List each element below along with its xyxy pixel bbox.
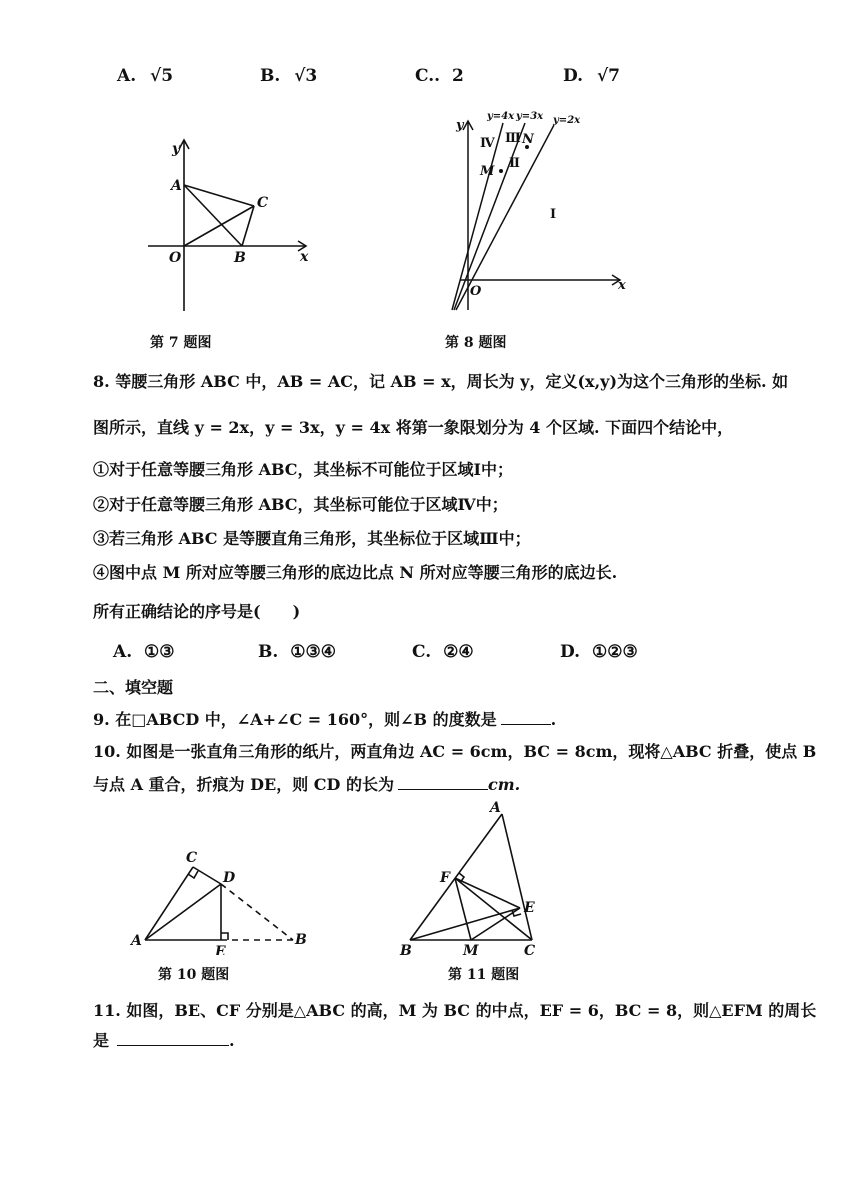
- label-m: M: [463, 943, 479, 959]
- point-m: [499, 169, 503, 173]
- label-f: F: [440, 870, 450, 886]
- q9-text: 9. 在□ABCD 中，∠A+∠C = 160°，则∠B 的度数是: [93, 710, 497, 729]
- label-a: A: [131, 933, 142, 949]
- q10-answer-blank: [398, 775, 488, 790]
- q11-line-2: [93, 1031, 235, 1051]
- q8-conclusion-1: ①对于任意等腰三角形 ABC，其坐标不可能位于区域Ⅰ中；: [93, 460, 514, 479]
- label-e: E: [215, 944, 226, 955]
- q8-option-d: [560, 642, 638, 662]
- figure-8-caption: 第 8 题图: [445, 335, 507, 351]
- segment-db-dashed: [221, 884, 293, 940]
- q8-conclusion-2: ②对于任意等腰三角形 ABC，其坐标可能位于区域Ⅳ中；: [93, 495, 508, 514]
- segment-ac: [145, 867, 193, 940]
- segment-be: [410, 908, 520, 940]
- option-value: ①③④: [290, 642, 336, 662]
- option-letter: C.: [412, 642, 432, 662]
- option-value: ①③: [144, 642, 175, 662]
- q8-conclusion-3: ③若三角形 ABC 是等腰直角三角形，其坐标位于区域Ⅲ中；: [93, 529, 531, 548]
- q10-text: 与点 A 重合，折痕为 DE，则 CD 的长为: [93, 775, 394, 794]
- figure-7: [140, 135, 320, 315]
- segment-fm: [455, 878, 471, 940]
- line-y-2x: [456, 125, 557, 310]
- figure-11-caption: 第 11 题图: [448, 967, 520, 983]
- label-region-1: Ⅰ: [550, 207, 557, 222]
- q8-question: 所有正确结论的序号是( ): [93, 602, 301, 621]
- option-value: √5: [150, 66, 174, 86]
- q8-line-2: 图所示，直线 y = 2x，y = 3x，y = 4x 将第一象限划分为 4 个区域. 下面四个结论中，: [93, 418, 734, 437]
- q10-unit: cm.: [487, 775, 521, 794]
- segment-ac: [502, 814, 532, 940]
- line-y-3x: [454, 123, 525, 310]
- label-x: x: [618, 278, 626, 293]
- label-y: y: [456, 118, 464, 133]
- label-a: A: [490, 800, 501, 816]
- figure-8: [440, 105, 640, 320]
- label-region-3: Ⅲ: [505, 131, 521, 146]
- segment-ab: [410, 814, 502, 940]
- q7-option-d: [563, 66, 620, 86]
- option-letter: D.: [560, 642, 581, 662]
- q7-option-c: [415, 66, 464, 86]
- label-d: D: [223, 870, 236, 886]
- q8-conclusion-4: ④图中点 M 所对应等腰三角形的底边比点 N 所对应等腰三角形的底边长.: [93, 563, 618, 582]
- label-a: A: [171, 178, 182, 194]
- figure-10-caption: 第 10 题图: [158, 967, 230, 983]
- q8-option-a: [113, 642, 175, 662]
- label-x: x: [300, 249, 309, 265]
- q11-answer-blank: [117, 1031, 229, 1046]
- option-value: ②④: [443, 642, 474, 662]
- label-c: C: [524, 943, 536, 959]
- figure-7-caption: 第 7 题图: [150, 335, 212, 351]
- label-y: y: [172, 141, 181, 157]
- option-letter: B.: [258, 642, 279, 662]
- label-e: E: [524, 900, 535, 916]
- q10-line-2: [93, 775, 520, 795]
- right-angle-e: [221, 933, 228, 940]
- q9-answer-blank: [501, 710, 551, 725]
- label-line-3x: y=3x: [516, 111, 544, 122]
- q8-option-c: [412, 642, 474, 662]
- figure-10: [125, 845, 320, 955]
- label-o: O: [470, 284, 482, 299]
- option-value: 2: [452, 66, 464, 86]
- option-value: √3: [294, 66, 318, 86]
- q11-text: 是: [93, 1031, 110, 1050]
- figure-11: [390, 798, 560, 963]
- label-region-2: Ⅱ: [509, 156, 520, 171]
- section-heading: 二、填空题: [93, 678, 174, 697]
- label-region-4: Ⅳ: [480, 136, 495, 151]
- label-c: C: [257, 195, 269, 211]
- segment-cd: [193, 867, 221, 884]
- q8-line-1: 8. 等腰三角形 ABC 中，AB = AC，记 AB = x，周长为 y，定义(x,y)为这个三角形的坐标. 如: [93, 372, 789, 391]
- label-b: B: [295, 932, 307, 948]
- option-letter: A.: [117, 66, 137, 86]
- option-value: √7: [596, 66, 620, 86]
- segment-cf: [455, 878, 532, 940]
- q10-line-1: 10. 如图是一张直角三角形的纸片，两直角边 AC = 6cm，BC = 8cm，现将△ABC 折叠，使点 B: [93, 742, 817, 761]
- q9-end: .: [550, 710, 557, 729]
- line-y-4x: [452, 123, 503, 310]
- option-letter: D.: [563, 66, 584, 86]
- label-line-2x: y=2x: [553, 115, 581, 126]
- q9: [93, 710, 556, 730]
- label-line-4x: y=4x: [487, 111, 515, 122]
- label-n: N: [522, 132, 534, 147]
- q7-option-a: [117, 66, 173, 86]
- option-value: ①②③: [591, 642, 638, 662]
- option-letter: C..: [415, 66, 441, 86]
- option-letter: A.: [113, 642, 133, 662]
- label-c: C: [186, 850, 198, 866]
- q7-option-b: [260, 66, 317, 86]
- label-b: B: [234, 250, 246, 266]
- q11-end: .: [229, 1031, 235, 1050]
- segment-ad: [145, 884, 221, 940]
- q11-line-1: 11. 如图，BE、CF 分别是△ABC 的高，M 为 BC 的中点，EF = 6，BC = 8，则△EFM 的周长: [93, 1001, 817, 1020]
- label-b: B: [400, 943, 412, 959]
- q8-option-b: [258, 642, 336, 662]
- label-o: O: [169, 250, 182, 266]
- label-m: M: [480, 164, 495, 179]
- option-letter: B.: [260, 66, 281, 86]
